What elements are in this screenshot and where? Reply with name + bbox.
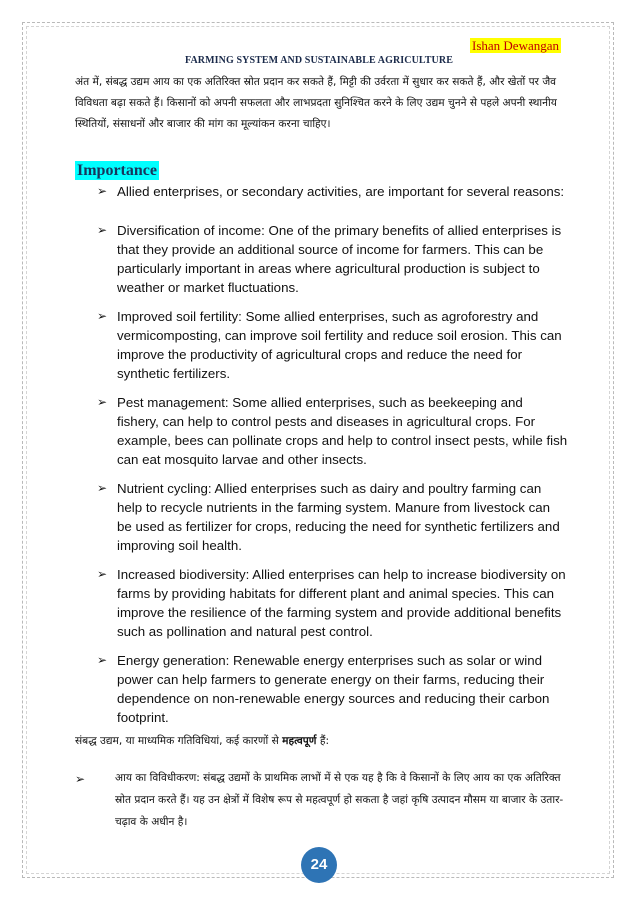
arrow-bullet-icon: ➢: [97, 653, 108, 667]
list-item-text: Nutrient cycling: Allied enterprises such as dairy and poultry farming can help to recycle nutrients in the farming system. Manure from livestock can be used as fertilizer for crops, reducing the need for synthetic fertilizers and improving soil health.: [117, 481, 560, 553]
importance-bullet-list: [75, 182, 568, 727]
arrow-bullet-icon: ➢: [97, 481, 108, 495]
running-header-title: FARMING SYSTEM AND SUSTAINABLE AGRICULTURE: [185, 55, 453, 66]
list-item-text: Increased biodiversity: Allied enterprises can help to increase biodiversity on farms by providing habitats for different plant and animal species. This can improve the resilience of the farming system and provide additional benefits such as pollination and natural pest control.: [117, 567, 566, 639]
hindi-intro-paragraph: अंत में, संबद्ध उद्यम आय का एक अतिरिक्त स्रोत प्रदान कर सकते हैं, मिट्टी की उर्वरता में सुधार कर सकते हैं, और खेतों पर जैव विविधता बढ़ा सकते हैं। किसानों को अपनी सफलता और लाभप्रदता सुनिश्चित करने के लिए उद्यम चुनने से पहले अपनी स्थानीय स्थितियों, संसाधनों और बाजार की मांग का मूल्यांकन करना चाहिए।: [75, 76, 557, 130]
section-heading-importance: Importance: [77, 162, 157, 179]
list-item: [75, 393, 568, 469]
arrow-bullet-icon: ➢: [97, 309, 108, 323]
page-content: [75, 72, 568, 833]
list-item-text: Pest management: Some allied enterprises, such as beekeeping and fishery, can help to control pests and diseases in agricultural crops. For example, bees can pollinate crops and help to control insect pests, while fish can eat mosquito larvae and other insects.: [117, 395, 568, 467]
list-item: [75, 651, 568, 727]
list-item-text: Improved soil fertility: Some allied enterprises, such as agroforestry and vermicomposting, can improve soil fertility and reduce soil erosion. This can improve the productivity of agricultural crops and reduce the need for synthetic fertilizers.: [117, 309, 562, 381]
list-item-text: Allied enterprises, or secondary activities, are important for several reasons:: [117, 184, 565, 199]
hindi-intro-suffix: हैं:: [316, 735, 330, 747]
list-item: [75, 479, 568, 555]
arrow-bullet-icon: ➢: [75, 772, 86, 786]
author-name: Ishan Dewangan: [472, 38, 559, 53]
hindi-list-item-text: आय का विविधीकरण: संबद्ध उद्यमों के प्राथमिक लाभों में से एक यह है कि वे किसानों के लिए आय का एक अतिरिक्त स्रोत प्रदान करते हैं। यह उन क्षेत्रों में विशेष रूप से महत्वपूर्ण हो सकता है जहां कृषि उत्पादन मौसम या बाजार के उतार-चढ़ाव के अधीन है।: [115, 772, 564, 828]
list-item: [75, 221, 568, 297]
arrow-bullet-icon: ➢: [97, 184, 108, 198]
hindi-intro-prefix: संबद्ध उद्यम, या माध्यमिक गतिविधियां, कई कारणों से: [75, 735, 283, 747]
arrow-bullet-icon: ➢: [97, 223, 108, 237]
arrow-bullet-icon: ➢: [97, 395, 108, 409]
hindi-intro-bold: महत्वपूर्ण: [282, 735, 317, 747]
arrow-bullet-icon: ➢: [97, 567, 108, 581]
list-item-text: Diversification of income: One of the primary benefits of allied enterprises is that they provide an additional source of income for farmers. This can be particularly important in areas where agricultural production is subject to weather or market fluctuations.: [117, 223, 562, 295]
list-item: [75, 182, 568, 201]
hindi-list-item: [75, 767, 568, 833]
list-item-text: Energy generation: Renewable energy enterprises such as solar or wind power can help farmers to generate energy on their farms, reducing their dependence on non-renewable energy sources and reducing their carbon footprint.: [117, 653, 550, 725]
hindi-importance-intro: [75, 733, 568, 749]
page-number-badge: 24: [301, 847, 337, 883]
list-item: [75, 307, 568, 383]
list-item: [75, 565, 568, 641]
